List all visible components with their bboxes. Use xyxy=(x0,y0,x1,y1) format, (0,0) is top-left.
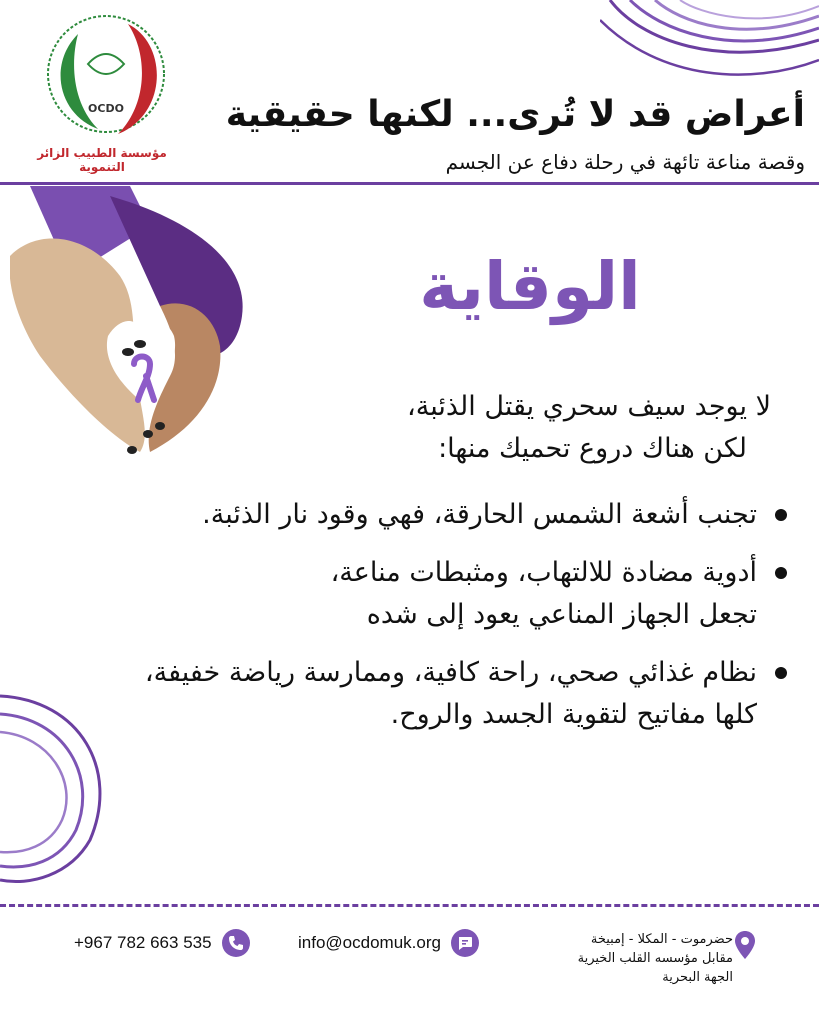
intro-line: لكن هناك دروع تحميك منها: xyxy=(438,433,747,464)
email-address[interactable]: info@ocdomuk.org xyxy=(298,933,441,952)
phone-icon xyxy=(222,929,250,957)
footer-divider xyxy=(0,904,819,907)
bullet-dot-icon xyxy=(775,567,787,579)
message-icon xyxy=(451,929,479,957)
phone-number[interactable]: +967 782 663 535 xyxy=(74,933,212,952)
list-item xyxy=(5,652,795,736)
intro-line: لا يوجد سيف سحري يقتل الذئبة، xyxy=(407,391,771,422)
address-block xyxy=(578,930,733,987)
logo-org-name: مؤسسة الطبيب الزائر التنموية xyxy=(37,146,167,174)
list-item-line: أدوية مضادة للالتهاب، ومثبطات مناعة، xyxy=(330,557,757,588)
header-divider xyxy=(0,182,819,185)
address-line: مقابل مؤسسه القلب الخيرية xyxy=(577,951,733,966)
list-item-line: كلها مفاتيح لتقوية الجسد والروح. xyxy=(390,699,757,730)
prevention-list xyxy=(5,494,795,736)
logo-abbr: OCDO xyxy=(88,102,124,115)
list-item-line: تجنب أشعة الشمس الحارقة، فهي وقود نار الذئبة. xyxy=(202,499,757,530)
page-subheadline: وقصة مناعة تائهة في رحلة دفاع عن الجسم xyxy=(445,150,805,174)
bullet-dot-icon xyxy=(775,667,787,679)
page-headline: أعراض قد لا تُرى... لكنها حقيقية xyxy=(225,94,805,135)
list-item xyxy=(5,552,795,636)
phone-contact[interactable] xyxy=(74,928,250,958)
decorative-swirl-top xyxy=(600,0,819,90)
email-contact[interactable] xyxy=(298,928,479,958)
bullet-dot-icon xyxy=(775,509,787,521)
address-line: حضرموت - المكلا - إمبيخة xyxy=(590,932,733,947)
location-pin-icon xyxy=(734,930,756,960)
list-item xyxy=(5,494,795,536)
list-item-line: نظام غذائي صحي، راحة كافية، وممارسة رياضة خفيفة، xyxy=(144,657,757,688)
list-item-line: تجعل الجهاز المناعي يعود إلى شده xyxy=(366,599,757,630)
address-line: الجهة البحرية xyxy=(662,970,733,985)
heart-hands-purple-ribbon-icon xyxy=(10,186,260,466)
intro-text xyxy=(407,386,771,470)
section-title: الوقاية xyxy=(419,248,641,325)
